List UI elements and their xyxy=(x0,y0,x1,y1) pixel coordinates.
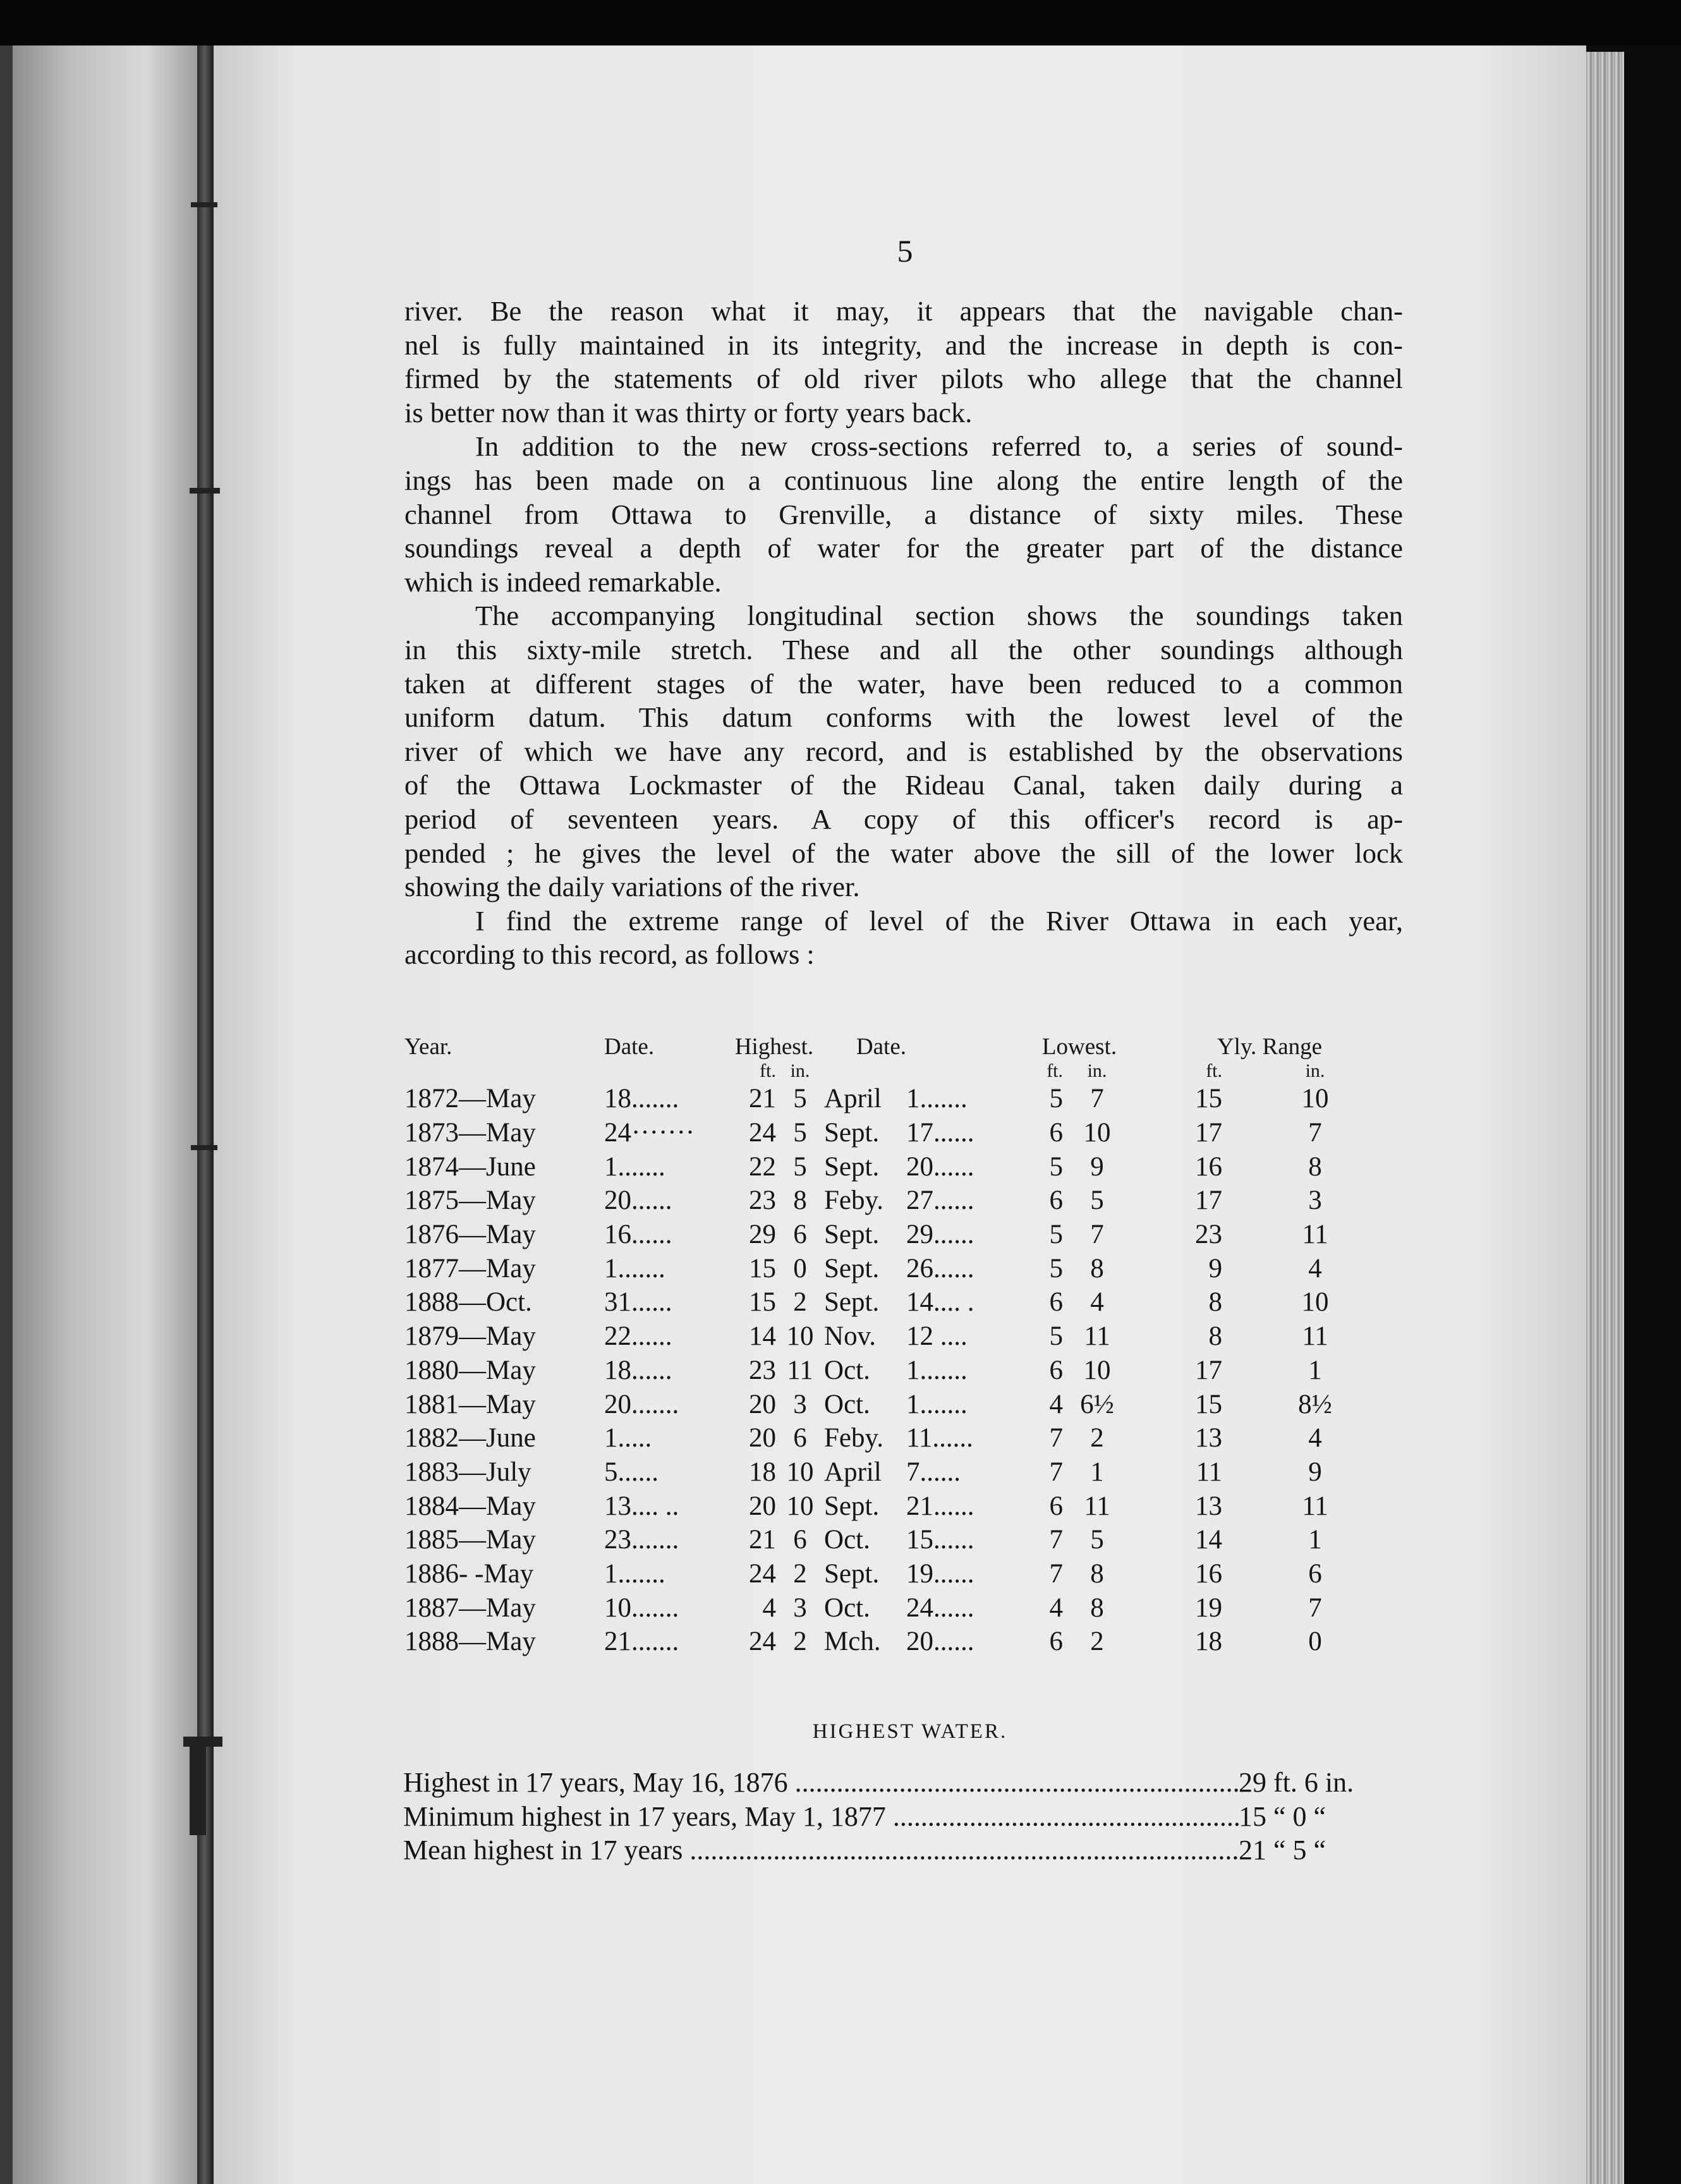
table-cell-low-month: Sept. xyxy=(824,1253,880,1283)
header-lowest: Lowest. xyxy=(1041,1033,1117,1060)
table-row xyxy=(404,1285,1408,1320)
table-cell-range-ft: 8 xyxy=(1208,1321,1223,1352)
table-cell-low-in: 11 xyxy=(1084,1321,1110,1352)
table-cell-high-date: 1....... xyxy=(604,1253,665,1283)
table-cell-low-in: 5 xyxy=(1090,1525,1104,1555)
table-cell-year: 1881—May xyxy=(404,1389,536,1419)
table-cell-low-date: 27...... xyxy=(906,1186,974,1216)
table-row xyxy=(404,1320,1408,1354)
table-cell-high-date: 10....... xyxy=(604,1592,679,1623)
table-cell-low-date: 20...... xyxy=(906,1151,974,1182)
table-cell-low-in: 4 xyxy=(1090,1287,1104,1318)
table-cell-range-ft: 13 xyxy=(1195,1423,1223,1453)
table-cell-high-in: 11 xyxy=(787,1355,813,1385)
table-cell-low-ft: 6 xyxy=(1049,1287,1064,1318)
table-cell-range-ft: 18 xyxy=(1195,1627,1223,1657)
table-cell-low-in: 2 xyxy=(1090,1627,1104,1657)
table-cell-low-date: 14.... . xyxy=(906,1287,974,1318)
table-cell-low-date: 21...... xyxy=(906,1491,974,1521)
table-cell-low-in: 5 xyxy=(1090,1186,1104,1216)
table-cell-low-date: 1....... xyxy=(906,1084,968,1114)
table-cell-high-date: 18...... xyxy=(604,1355,672,1385)
summary-value: 21 “ 5 “ xyxy=(1239,1835,1326,1866)
text-line: uniform datum. This datum conforms with the lowest level of the xyxy=(404,701,1403,734)
text-line: according to this record, as follows : xyxy=(404,938,815,971)
table-cell-high-date: 18....... xyxy=(604,1084,679,1114)
summary-row xyxy=(403,1800,1414,1834)
table-cell-range-ft: 14 xyxy=(1195,1525,1223,1555)
subheader-high-ft: ft. xyxy=(760,1060,776,1081)
table-cell-low-month: Oct. xyxy=(824,1592,870,1623)
table-cell-low-month: Sept. xyxy=(824,1118,880,1148)
table-cell-range-ft: 16 xyxy=(1195,1558,1223,1589)
text-line: of the Ottawa Lockmaster of the Rideau Canal, taken daily during a xyxy=(404,769,1403,801)
table-cell-low-ft: 7 xyxy=(1049,1525,1064,1555)
table-cell-high-ft: 22 xyxy=(749,1151,776,1182)
table-row xyxy=(404,1218,1408,1252)
table-cell-high-in: 3 xyxy=(793,1592,807,1623)
table-cell-high-date: 1..... xyxy=(604,1423,652,1453)
table-cell-high-ft: 18 xyxy=(749,1457,776,1487)
scan-top-border xyxy=(0,0,1681,46)
table-cell-low-month: Sept. xyxy=(824,1220,880,1250)
table-cell-year: 1879—May xyxy=(404,1321,536,1352)
scan-right-border xyxy=(1624,46,1681,2184)
table-cell-high-in: 8 xyxy=(793,1186,807,1216)
table-cell-high-ft: 23 xyxy=(749,1186,776,1216)
summary-label: Minimum highest in 17 years, May 1, 1877 ..... xyxy=(403,1800,1239,1833)
summary-label: Highest in 17 years, May 16, 1876 ..... xyxy=(403,1766,1239,1799)
table-cell-low-in: 9 xyxy=(1090,1151,1104,1182)
table-cell-low-date: 20...... xyxy=(906,1627,974,1657)
table-cell-high-ft: 4 xyxy=(762,1592,776,1623)
table-cell-low-ft: 5 xyxy=(1049,1084,1064,1114)
table-cell-low-month: Oct. xyxy=(824,1355,870,1385)
table-cell-high-in: 2 xyxy=(793,1627,807,1657)
table-cell-range-in: 1 xyxy=(1308,1355,1322,1385)
table-cell-low-date: 15...... xyxy=(906,1525,974,1555)
text-line: is better now than it was thirty or forty years back. xyxy=(404,396,973,428)
table-cell-low-month: Mch. xyxy=(824,1627,881,1657)
table-cell-low-ft: 4 xyxy=(1049,1592,1064,1623)
table-cell-high-date: 21....... xyxy=(604,1627,679,1657)
table-cell-high-in: 6 xyxy=(793,1423,807,1453)
header-range: Yly. Range xyxy=(1217,1033,1323,1060)
table-row xyxy=(404,1387,1408,1421)
text-line: channel from Ottawa to Grenville, a distance of sixty miles. These xyxy=(404,498,1403,530)
table-row xyxy=(404,1251,1408,1285)
table-cell-year: 1888—May xyxy=(404,1627,536,1657)
table-cell-year: 1875—May xyxy=(404,1186,536,1216)
subheader-low-in: in. xyxy=(1087,1060,1107,1081)
highest-water-summary xyxy=(403,1766,1414,1867)
header-year: Year. xyxy=(404,1033,452,1060)
table-row xyxy=(404,1421,1408,1455)
table-cell-range-in: 11 xyxy=(1302,1321,1328,1352)
table-cell-high-in: 0 xyxy=(793,1253,807,1283)
table-cell-range-ft: 11 xyxy=(1196,1457,1223,1487)
table-cell-low-month: Feby. xyxy=(824,1186,883,1216)
table-cell-high-in: 6 xyxy=(793,1525,807,1555)
table-cell-low-date: 7...... xyxy=(906,1457,961,1487)
table-cell-low-month: Sept. xyxy=(824,1491,880,1521)
table-cell-year: 1882—June xyxy=(404,1423,536,1453)
binding-mark xyxy=(183,1737,222,1747)
table-cell-low-in: 2 xyxy=(1090,1423,1104,1453)
table-cell-low-date: 26...... xyxy=(906,1253,974,1283)
text-line: The accompanying longitudinal section shows the soundings taken xyxy=(475,600,1403,632)
header-highest: Highest. xyxy=(734,1033,814,1060)
text-line: river. Be the reason what it may, it appears that the navigable chan- xyxy=(404,295,1403,327)
table-cell-low-ft: 6 xyxy=(1049,1355,1064,1385)
table-cell-high-ft: 24 xyxy=(749,1118,776,1148)
table-cell-high-date: 22...... xyxy=(604,1321,672,1352)
table-row xyxy=(404,1116,1408,1150)
table-cell-range-in: 0 xyxy=(1308,1627,1322,1657)
table-cell-high-ft: 29 xyxy=(749,1220,776,1250)
table-cell-high-date: 20....... xyxy=(604,1389,679,1419)
binding-mark xyxy=(191,202,217,207)
summary-value: 29 ft. 6 in. xyxy=(1239,1767,1354,1799)
text-line: firmed by the statements of old river pilots who allege that the channel xyxy=(404,363,1403,395)
summary-row xyxy=(403,1766,1414,1800)
table-cell-range-in: 10 xyxy=(1301,1287,1329,1318)
table-cell-range-in: 7 xyxy=(1308,1118,1322,1148)
table-cell-high-ft: 15 xyxy=(749,1253,776,1283)
table-cell-year: 1877—May xyxy=(404,1253,536,1283)
text-line: pended ; he gives the level of the water above the sill of the lower lock xyxy=(404,837,1403,869)
table-cell-high-in: 5 xyxy=(793,1084,807,1114)
table-cell-high-date: 24······· xyxy=(604,1118,695,1148)
table-cell-high-ft: 24 xyxy=(749,1558,776,1589)
table-row xyxy=(404,1455,1408,1489)
section-heading: HIGHEST WATER. xyxy=(812,1720,1008,1743)
binding-mark xyxy=(190,488,220,494)
header-date-low: Date. xyxy=(856,1033,907,1060)
table-cell-low-date: 29...... xyxy=(906,1220,974,1250)
table-cell-high-ft: 23 xyxy=(749,1355,776,1385)
table-cell-low-in: 11 xyxy=(1084,1491,1110,1521)
table-cell-year: 1873—May xyxy=(404,1118,536,1148)
table-cell-range-ft: 17 xyxy=(1195,1355,1223,1385)
table-cell-range-in: 10 xyxy=(1301,1084,1329,1114)
text-line: which is indeed remarkable. xyxy=(404,566,722,598)
table-cell-high-ft: 24 xyxy=(749,1627,776,1657)
table-cell-range-in: 11 xyxy=(1302,1220,1328,1250)
table-cell-high-date: 20...... xyxy=(604,1186,672,1216)
table-cell-high-in: 3 xyxy=(793,1389,807,1419)
table-cell-high-ft: 15 xyxy=(749,1287,776,1318)
header-date: Date. xyxy=(604,1033,655,1060)
table-cell-range-ft: 17 xyxy=(1195,1118,1223,1148)
table-cell-range-ft: 13 xyxy=(1195,1491,1223,1521)
table-row xyxy=(404,1354,1408,1388)
table-cell-low-in: 10 xyxy=(1083,1118,1111,1148)
table-cell-low-date: 1....... xyxy=(906,1355,968,1385)
table-cell-range-in: 8 xyxy=(1308,1151,1322,1182)
table-cell-low-month: Nov. xyxy=(824,1321,877,1352)
table-cell-low-in: 7 xyxy=(1090,1220,1104,1250)
table-cell-year: 1880—May xyxy=(404,1355,536,1385)
table-cell-low-date: 12 .... xyxy=(906,1321,968,1352)
table-cell-range-in: 4 xyxy=(1308,1253,1322,1283)
text-line: ings has been made on a continuous line along the entire length of the xyxy=(404,464,1403,496)
table-cell-high-in: 10 xyxy=(786,1321,814,1352)
table-row xyxy=(404,1625,1408,1659)
table-cell-range-ft: 23 xyxy=(1195,1220,1223,1250)
table-cell-low-ft: 6 xyxy=(1049,1118,1064,1148)
table-cell-range-in: 1 xyxy=(1308,1525,1322,1555)
table-cell-year: 1872—May xyxy=(404,1084,536,1114)
subheader-low-ft: ft. xyxy=(1047,1060,1064,1081)
table-cell-high-ft: 20 xyxy=(749,1491,776,1521)
table-cell-low-ft: 7 xyxy=(1049,1423,1064,1453)
table-cell-range-in: 11 xyxy=(1302,1491,1328,1521)
text-line: river of which we have any record, and is established by the observations xyxy=(404,735,1403,767)
table-cell-high-in: 10 xyxy=(786,1491,814,1521)
table-cell-low-in: 10 xyxy=(1083,1355,1111,1385)
table-cell-high-ft: 21 xyxy=(749,1525,776,1555)
table-cell-high-ft: 21 xyxy=(749,1084,776,1114)
page-stack-edges xyxy=(1586,52,1624,2184)
table-cell-range-ft: 9 xyxy=(1208,1253,1223,1283)
table-cell-high-date: 23....... xyxy=(604,1525,679,1555)
table-cell-year: 1886- -May xyxy=(404,1558,534,1589)
table-cell-range-in: 6 xyxy=(1308,1558,1322,1589)
table-cell-low-month: Sept. xyxy=(824,1287,880,1318)
book-gutter xyxy=(197,46,214,2184)
text-line: soundings reveal a depth of water for the greater part of the distance xyxy=(404,532,1403,564)
table-cell-low-month: April xyxy=(824,1457,882,1487)
table-cell-low-ft: 6 xyxy=(1049,1627,1064,1657)
table-row xyxy=(404,1489,1408,1523)
table-cell-year: 1883—July xyxy=(404,1457,531,1487)
table-cell-low-in: 1 xyxy=(1090,1457,1104,1487)
table-cell-year: 1884—May xyxy=(404,1491,536,1521)
table-cell-high-ft: 20 xyxy=(749,1423,776,1453)
table-cell-range-ft: 8 xyxy=(1208,1287,1223,1318)
water-level-table xyxy=(404,1033,1408,1659)
table-cell-low-in: 8 xyxy=(1090,1253,1104,1283)
table-cell-high-date: 1....... xyxy=(604,1558,665,1589)
table-cell-high-date: 13.... .. xyxy=(604,1491,679,1521)
table-cell-low-month: Sept. xyxy=(824,1151,880,1182)
table-row xyxy=(404,1591,1408,1625)
binding-mark xyxy=(190,1747,206,1835)
table-cell-low-ft: 6 xyxy=(1049,1186,1064,1216)
table-cell-high-ft: 20 xyxy=(749,1389,776,1419)
table-cell-high-date: 16...... xyxy=(604,1220,672,1250)
table-cell-low-ft: 7 xyxy=(1049,1558,1064,1589)
table-cell-high-in: 5 xyxy=(793,1151,807,1182)
binding-mark xyxy=(191,1145,217,1150)
text-line: showing the daily variations of the river. xyxy=(404,871,860,903)
table-header-row xyxy=(404,1033,1408,1060)
table-cell-range-in: 7 xyxy=(1308,1592,1322,1623)
table-cell-low-date: 11...... xyxy=(906,1423,973,1453)
table-cell-low-month: Sept. xyxy=(824,1558,880,1589)
table-cell-high-in: 2 xyxy=(793,1558,807,1589)
table-cell-high-date: 1....... xyxy=(604,1151,665,1182)
table-row xyxy=(404,1557,1408,1591)
table-cell-range-in: 4 xyxy=(1308,1423,1322,1453)
table-cell-low-ft: 6 xyxy=(1049,1491,1064,1521)
subheader-high-in: in. xyxy=(790,1060,810,1081)
body-paragraphs xyxy=(404,294,1403,972)
table-cell-low-month: Feby. xyxy=(824,1423,883,1453)
text-line: taken at different stages of the water, have been reduced to a common xyxy=(404,667,1403,700)
table-row xyxy=(404,1184,1408,1218)
table-cell-low-date: 24...... xyxy=(906,1592,974,1623)
table-cell-high-date: 5...... xyxy=(604,1457,658,1487)
table-cell-range-ft: 16 xyxy=(1195,1151,1223,1182)
table-cell-year: 1885—May xyxy=(404,1525,536,1555)
table-cell-year: 1887—May xyxy=(404,1592,536,1623)
text-line: I find the extreme range of level of the River Ottawa in each year, xyxy=(475,904,1403,937)
table-cell-year: 1874—June xyxy=(404,1151,536,1182)
table-cell-low-in: 8 xyxy=(1090,1592,1104,1623)
table-cell-range-ft: 15 xyxy=(1195,1084,1223,1114)
text-line: in this sixty-mile stretch. These and all the other soundings although xyxy=(404,633,1403,665)
page-number: 5 xyxy=(897,233,913,269)
table-cell-low-date: 19...... xyxy=(906,1558,974,1589)
table-cell-low-month: Oct. xyxy=(824,1525,870,1555)
table-cell-year: 1888—Oct. xyxy=(404,1287,532,1318)
table-cell-high-in: 10 xyxy=(786,1457,814,1487)
subheader-range-in: in. xyxy=(1305,1060,1325,1081)
table-cell-low-month: April xyxy=(824,1084,882,1114)
table-cell-low-month: Oct. xyxy=(824,1389,870,1419)
table-cell-high-ft: 14 xyxy=(749,1321,776,1352)
table-cell-range-in: 3 xyxy=(1308,1186,1322,1216)
table-cell-low-ft: 5 xyxy=(1049,1321,1064,1352)
table-cell-low-ft: 5 xyxy=(1049,1151,1064,1182)
table-cell-low-ft: 5 xyxy=(1049,1220,1064,1250)
facing-page-edge xyxy=(13,46,202,2184)
table-row xyxy=(404,1082,1408,1116)
table-cell-year: 1876—May xyxy=(404,1220,536,1250)
table-cell-low-in: 7 xyxy=(1090,1084,1104,1114)
table-cell-range-ft: 19 xyxy=(1195,1592,1223,1623)
table-cell-low-ft: 4 xyxy=(1049,1389,1064,1419)
table-cell-low-date: 17...... xyxy=(906,1118,974,1148)
text-line: period of seventeen years. A copy of this officer's record is ap- xyxy=(404,803,1403,835)
text-line: In addition to the new cross-sections referred to, a series of sound- xyxy=(475,430,1403,463)
summary-label: Mean highest in 17 years ..... xyxy=(403,1834,1239,1866)
subheader-range-ft: ft. xyxy=(1206,1060,1223,1081)
table-subheader-row xyxy=(404,1060,1408,1082)
table-cell-high-in: 6 xyxy=(793,1220,807,1250)
table-cell-low-ft: 5 xyxy=(1049,1253,1064,1283)
summary-value: 15 “ 0 “ xyxy=(1239,1800,1326,1832)
table-row xyxy=(404,1523,1408,1557)
table-cell-low-in: 8 xyxy=(1090,1558,1104,1589)
text-line: nel is fully maintained in its integrity, and the increase in depth is con- xyxy=(404,329,1403,361)
scan-left-border xyxy=(0,46,13,2184)
summary-row xyxy=(403,1833,1414,1867)
table-cell-range-in: 8½ xyxy=(1298,1389,1332,1419)
table-cell-low-in: 6½ xyxy=(1080,1389,1114,1419)
table-cell-range-in: 9 xyxy=(1308,1457,1322,1487)
table-cell-low-ft: 7 xyxy=(1049,1457,1064,1487)
table-row xyxy=(404,1150,1408,1184)
table-cell-range-ft: 17 xyxy=(1195,1186,1223,1216)
table-cell-range-ft: 15 xyxy=(1195,1389,1223,1419)
table-cell-high-in: 5 xyxy=(793,1118,807,1148)
table-cell-high-date: 31...... xyxy=(604,1287,672,1318)
table-cell-high-in: 2 xyxy=(793,1287,807,1318)
table-cell-low-date: 1....... xyxy=(906,1389,968,1419)
